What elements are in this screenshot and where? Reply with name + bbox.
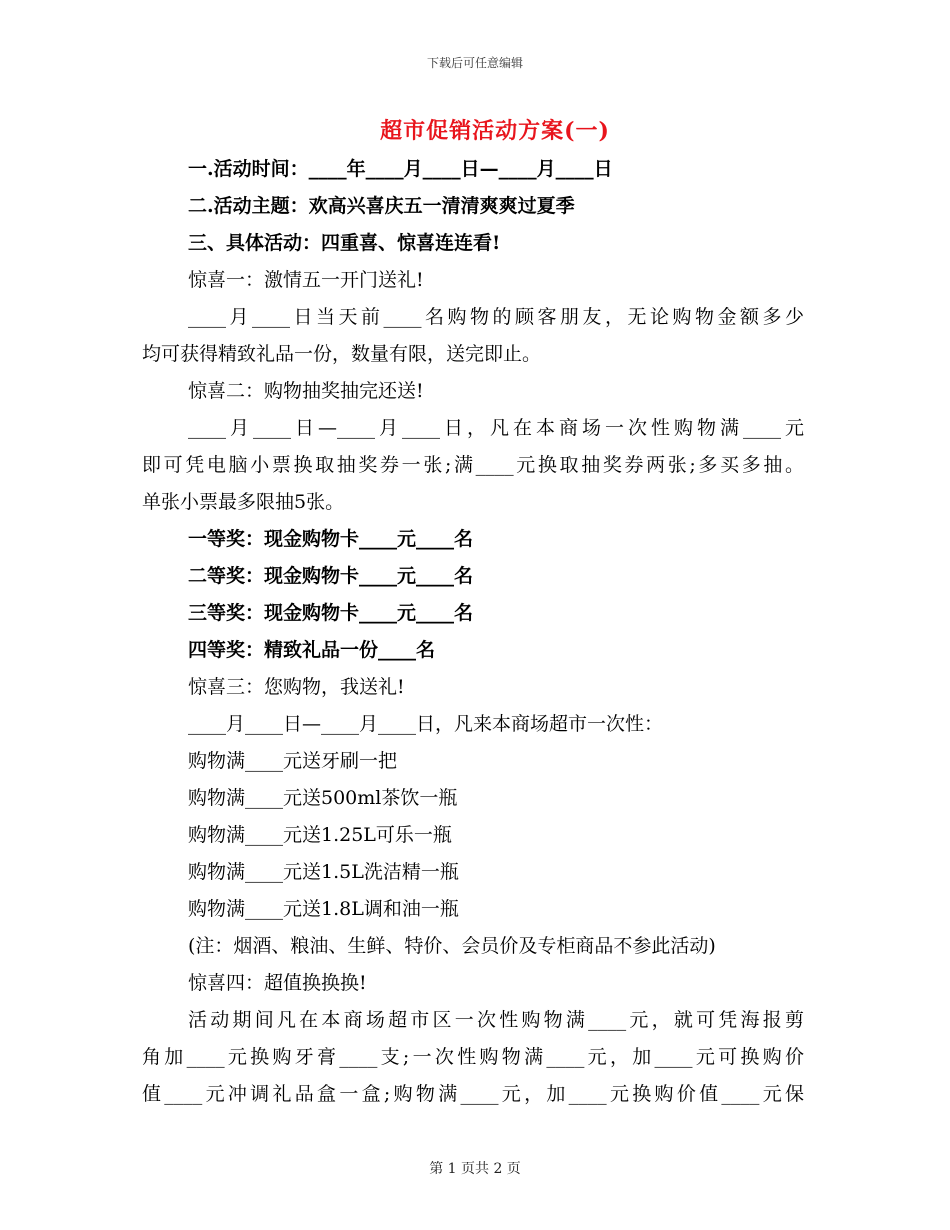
body-line: 单张小票最多限抽5张。 [142, 491, 345, 513]
body-line: 购物满____元送1.8L调和油一瓶 [188, 898, 459, 920]
body-line: 二.活动主题：欢高兴喜庆五一清清爽爽过夏季 [188, 195, 575, 217]
body-line: 三、具体活动：四重喜、惊喜连连看! [188, 232, 501, 254]
body-line: 惊喜三：您购物，我送礼! [188, 676, 405, 698]
document-body [142, 151, 804, 1113]
body-line: 活动期间凡在本商场超市区一次性购物满____元，就可凭海报剪 [188, 1009, 804, 1031]
body-line: ____月____日当天前____名购物的顾客朋友，无论购物金额多少 [188, 306, 804, 328]
body-line: 购物满____元送500ml茶饮一瓶 [188, 787, 458, 809]
body-line: 一.活动时间：____年____月____日—____月____日 [188, 158, 613, 180]
body-line: 即可凭电脑小票换取抽奖券一张;满____元换取抽奖券两张;多买多抽。 [142, 454, 804, 476]
body-line: 惊喜二：购物抽奖抽完还送! [188, 380, 424, 402]
body-line: 四等奖：精致礼品一份____名 [188, 639, 436, 661]
body-line: 一等奖：现金购物卡____元____名 [188, 528, 474, 550]
body-line: (注：烟酒、粮油、生鲜、特价、会员价及专柜商品不参此活动) [188, 935, 716, 957]
body-line: 惊喜一：激情五一开门送礼! [188, 269, 424, 291]
body-line: 购物满____元送牙刷一把 [188, 750, 398, 772]
page-footer: 第 1 页共 2 页 [429, 1161, 521, 1177]
page-header: 下载后可任意编辑 [426, 56, 523, 70]
body-line: 均可获得精致礼品一份，数量有限，送完即止。 [142, 343, 542, 365]
body-line: 三等奖：现金购物卡____元____名 [188, 602, 474, 624]
body-line: 购物满____元送1.25L可乐一瓶 [188, 824, 452, 846]
body-line: 惊喜四：超值换换换! [188, 972, 367, 994]
body-line: ____月____日—____月____日，凡在本商场一次性购物满____元 [188, 417, 804, 439]
document-title: 超市促销活动方案(一) [380, 118, 610, 144]
body-line: ____月____日—____月____日，凡来本商场超市一次性： [188, 713, 664, 735]
body-line: 购物满____元送1.5L洗洁精一瓶 [188, 861, 459, 883]
body-line: 角加____元换购牙膏____支;一次性购物满____元，加____元可换购价 [142, 1046, 804, 1068]
body-line: 二等奖：现金购物卡____元____名 [188, 565, 474, 587]
body-line: 值____元冲调礼品盒一盒;购物满____元，加____元换购价值____元保 [142, 1083, 804, 1105]
